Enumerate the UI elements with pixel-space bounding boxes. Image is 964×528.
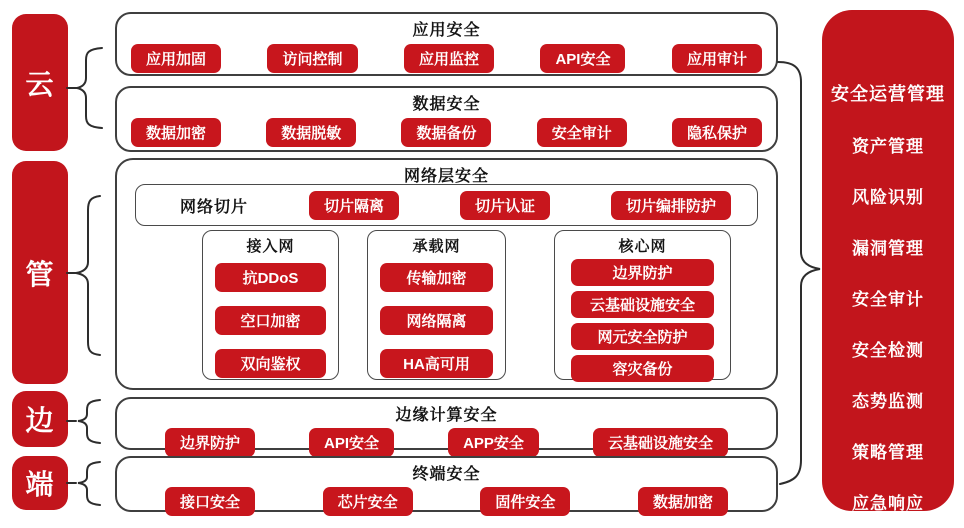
security-chip: 固件安全: [480, 487, 570, 516]
security-chip: 双向鉴权: [215, 349, 326, 378]
section-title: 边缘计算安全: [395, 407, 498, 424]
subnet-access-network: [202, 230, 339, 380]
security-chip: 应用监控: [404, 44, 494, 73]
sidebar-item: 安全审计: [852, 290, 924, 309]
bracket-operations: [778, 62, 820, 484]
security-chip: 数据脱敏: [266, 118, 356, 147]
security-chip: 容灾备份: [571, 355, 715, 382]
section-terminal-security: [115, 456, 778, 512]
chip-row: [117, 428, 776, 457]
sidebar-item: 策略管理: [852, 443, 924, 462]
subnet-title: 承载网: [412, 238, 461, 255]
section-title: 终端安全: [412, 466, 481, 483]
section-data-security: [115, 86, 778, 152]
subnet-bearer-network: [367, 230, 506, 380]
security-chip: 抗DDoS: [215, 263, 326, 292]
sidebar-item: 态势监测: [852, 392, 924, 411]
sidebar-item: 安全运营管理: [831, 84, 945, 104]
security-chip: API安全: [540, 44, 625, 73]
brace-cloud: [67, 48, 102, 128]
sidebar-item: 漏洞管理: [852, 239, 924, 258]
security-chip: 应用审计: [672, 44, 762, 73]
security-chip: 空口加密: [215, 306, 326, 335]
security-chip: 应用加固: [131, 44, 221, 73]
security-chip: 数据加密: [638, 487, 728, 516]
rail-block-cloud: 云: [12, 14, 68, 151]
subnet-core-network: [554, 230, 731, 380]
rail-block-terminal: 端: [12, 456, 68, 510]
section-network-layer-security: [115, 158, 778, 390]
section-edge-computing-security: [115, 397, 778, 450]
network-slicing-box: [135, 184, 758, 226]
section-title: 应用安全: [412, 22, 481, 39]
subnet-title: 核心网: [618, 238, 667, 255]
security-chip: 切片编排防护: [611, 191, 731, 220]
rail-block-pipe: 管: [12, 161, 68, 384]
security-chip: APP安全: [448, 428, 539, 457]
security-chip: 安全审计: [537, 118, 627, 147]
brace-terminal: [67, 462, 100, 505]
brace-pipe: [67, 196, 100, 355]
brace-edge: [67, 400, 100, 443]
sidebar-item: 应急响应: [852, 494, 924, 513]
section-title: 数据安全: [412, 96, 481, 113]
security-operations-sidebar: [822, 10, 954, 511]
security-chip: 芯片安全: [323, 487, 413, 516]
security-chip: API安全: [309, 428, 394, 457]
security-chip: 边界防护: [165, 428, 255, 457]
subnet-title: 接入网: [246, 238, 295, 255]
security-chip: 访问控制: [267, 44, 357, 73]
chip-row: [117, 44, 776, 73]
security-chip: 边界防护: [571, 259, 715, 286]
security-chip: 隐私保护: [672, 118, 762, 147]
section-application-security: [115, 12, 778, 76]
sidebar-item: 风险识别: [852, 188, 924, 207]
security-chip: 网元安全防护: [571, 323, 715, 350]
security-chip: 接口安全: [165, 487, 255, 516]
security-chip: 云基础设施安全: [571, 291, 715, 318]
security-chip: 切片认证: [460, 191, 550, 220]
chip-column: [203, 263, 338, 378]
sidebar-item: 安全检测: [852, 341, 924, 360]
sidebar-item: 资产管理: [852, 137, 924, 156]
network-slicing-label: 网络切片: [180, 198, 249, 216]
chip-row: [117, 487, 776, 516]
security-chip: 传输加密: [380, 263, 492, 292]
chip-row: [117, 118, 776, 147]
security-chip: HA高可用: [380, 349, 492, 378]
chip-column: [368, 263, 505, 378]
security-chip: 数据备份: [401, 118, 491, 147]
rail-block-edge: 边: [12, 391, 68, 447]
chip-column: [555, 259, 730, 382]
security-chip: 云基础设施安全: [593, 428, 728, 457]
security-chip: 数据加密: [131, 118, 221, 147]
section-title: 网络层安全: [403, 168, 489, 185]
security-chip: 网络隔离: [380, 306, 492, 335]
security-chip: 切片隔离: [309, 191, 399, 220]
